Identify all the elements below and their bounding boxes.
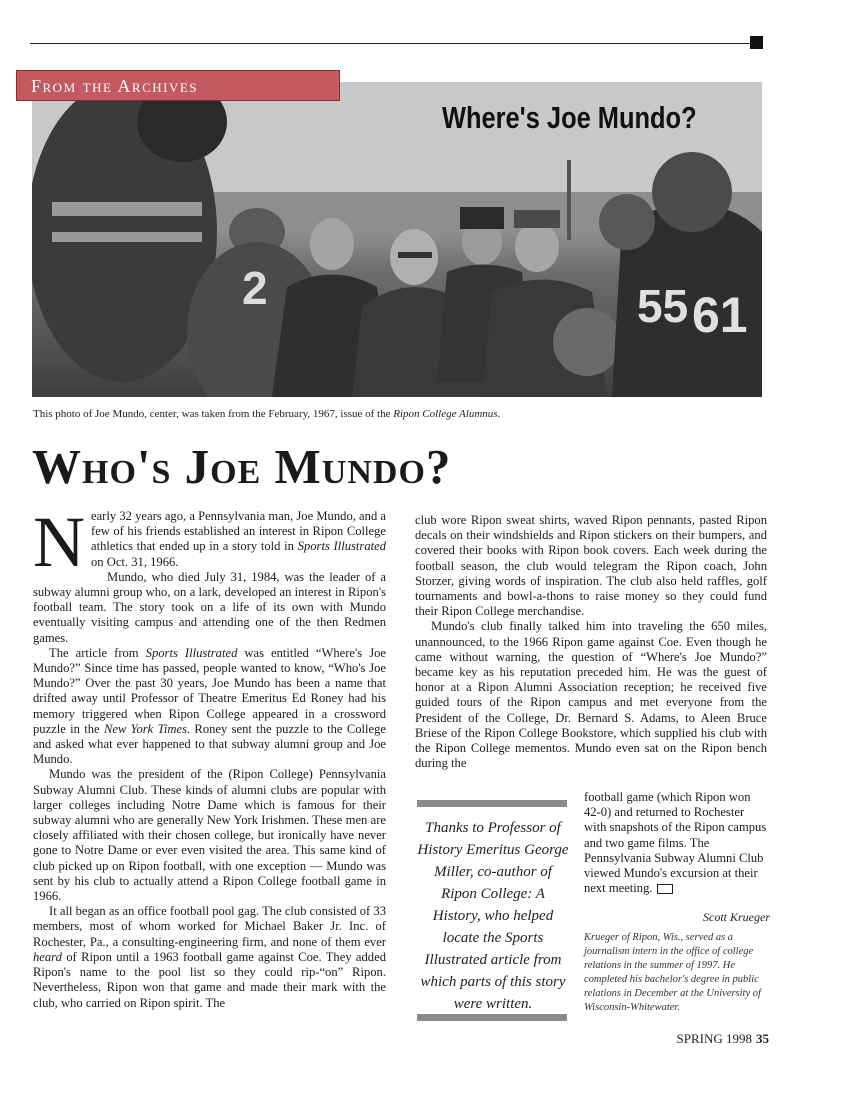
paragraph-text: Mundo, who died July 31, 1984, was the leader of a subway alumni group who, on a lark, developed an interest in Ripon's football team. The story took on a life of its own with Mundo eventually visiting campus and attending one of the then Redmen games. [33, 569, 386, 645]
photo-headline: Where's Joe Mundo? [442, 100, 697, 135]
jersey-number-right: 61 [692, 287, 748, 343]
article-paragraph [415, 513, 767, 619]
italic-title: Sports Illustrated [297, 539, 387, 554]
italic-title: Sports Illustrated [145, 645, 238, 660]
paragraph-text: The article from [49, 645, 146, 660]
pullquote-bottom-bar [417, 1014, 567, 1021]
article-column-1 [33, 502, 387, 1011]
article-paragraph [33, 904, 386, 1010]
article-title: Who's Joe Mundo? [32, 439, 452, 494]
paragraph-text: Mundo's club finally talked him into traveling the 650 miles, unannounced, to the 1966 Ripon game against Coe. Even though he came without warning, the question of “Where's Joe Mundo?” became key as his reputation preceded him. He was the guest of honor at a Ripon Alumni Association reception; he received five guided tours of the Ripon campus and met everyone from the President of the College, Dr. Bernard S. Adams, to Aleen Bruce Briese of the Ripon College Bookstore, which supplied his club with the Ripon College mementos. Mundo even sat on the Ripon bench during the [415, 619, 767, 771]
author-byline: Scott Krueger [703, 910, 770, 924]
italic-title: New York Times [103, 721, 187, 736]
article-paragraph [33, 646, 386, 768]
article-paragraph [33, 767, 386, 904]
author-bio: Krueger of Ripon, Wis., served as a journalism intern in the office of college relations in the summer of 1997. He completed his bachelor's degree in public relations in December at the University of Wisconsin-Whitewater. [584, 932, 761, 1013]
photo-caption [33, 408, 500, 420]
paragraph-text: . Roney sent the puzzle to the College and asked what ever happened to that subway alumni group and Joe Mundo. [33, 721, 386, 767]
pullquote-top-bar [417, 800, 567, 807]
paragraph-text: of Ripon until a 1963 football game against Coe. They added Ripon's name to the pool list so they could rip-“on” Ripon. Nevertheless, Ripon won that game and made their mark with the club, who carried on Ripon spirit. The [33, 949, 386, 1010]
article-paragraph [415, 619, 767, 771]
paragraph-text: Mundo was the president of the (Ripon College) Pennsylvania Subway Alumni Club. These kinds of alumni clubs are popular with larger colleges including Notre Dame which is famous for their subway alumni who are generally New York Irishmen. These men are closely affiliated with their chosen college, but ironically have never gone to Notre Dame or ever even visited the area. This same kind of club picked up on Ripon football, with one exception — Mundo was sent by his club to actually attend a Ripon College football game in 1966. [33, 767, 386, 904]
paragraph-text: It all began as an office football pool gag. The club consisted of 33 members, most of whom worked for Michael Baker Jr. Inc. of Rochester, Pa., a consulting-engineering firm, and none of them ever [33, 904, 386, 949]
caption-end: . [497, 408, 501, 420]
article-paragraph [33, 570, 386, 646]
article-paragraph [33, 502, 387, 582]
caption-text: This photo of Joe Mundo, center, was taken from the February, 1967, issue of the [33, 408, 394, 420]
paragraph-text: was entitled “Where's Joe Mundo?” Since time has passed, people wanted to know, “Who's Joe Mundo?” Over the past 30 years, Joe Mundo has been a name that drifted away until Professor of Theatre Emeritus Ed Roney had his memory triggered when Ripon College appeared in a crossword puzzle in the [33, 645, 387, 736]
article-column-3 [584, 790, 768, 896]
archive-photo [32, 82, 762, 397]
column-3-text: football game (which Ripon won 42-0) and returned to Rochester with snapshots of the Ripon campus and two game films. The Pennsylvania Subway Alumni Club viewed Mundo's excursion at their next meeting. [584, 790, 767, 896]
top-rule [30, 43, 752, 44]
top-rule-square [750, 36, 763, 49]
section-banner: From the Archives [16, 70, 340, 101]
jersey-number-left: 2 [242, 262, 268, 314]
italic-title: heard [33, 949, 62, 964]
issue-label: SPRING 1998 [676, 1031, 752, 1046]
paragraph-text: on Oct. 31, 1966. [91, 554, 179, 569]
caption-publication: Ripon College Alumnus [393, 408, 498, 420]
pullquote: Thanks to Professor of History Emeritus George Miller, co-author of Ripon College: A History, who helped locate the Sports Illustrated article from which parts of this story were written. [417, 820, 569, 1012]
page-footer [677, 1031, 770, 1047]
paragraph-text: early 32 years ago, a Pennsylvania man, Joe Mundo, and a few of his friends established an interest in Ripon College athletics that ended up in a story told in [91, 509, 386, 554]
page-number: 35 [756, 1031, 769, 1046]
end-mark [657, 884, 673, 894]
article-column-2 [415, 513, 767, 771]
drop-cap: N [33, 502, 85, 582]
paragraph-text: club wore Ripon sweat shirts, waved Ripon pennants, pasted Ripon decals on their windshields and Ripon stickers on their bumpers, and covered their books with Ripon book covers. Each week during the football season, the club would telegram the Ripon coach, John Storzer, giving words of inspiration. The club also held raffles, golf tournaments and bowl-a-thons to raise money so they could fund their Ripon College merchandise. [415, 513, 767, 619]
jersey-number-center: 55 [637, 280, 689, 332]
